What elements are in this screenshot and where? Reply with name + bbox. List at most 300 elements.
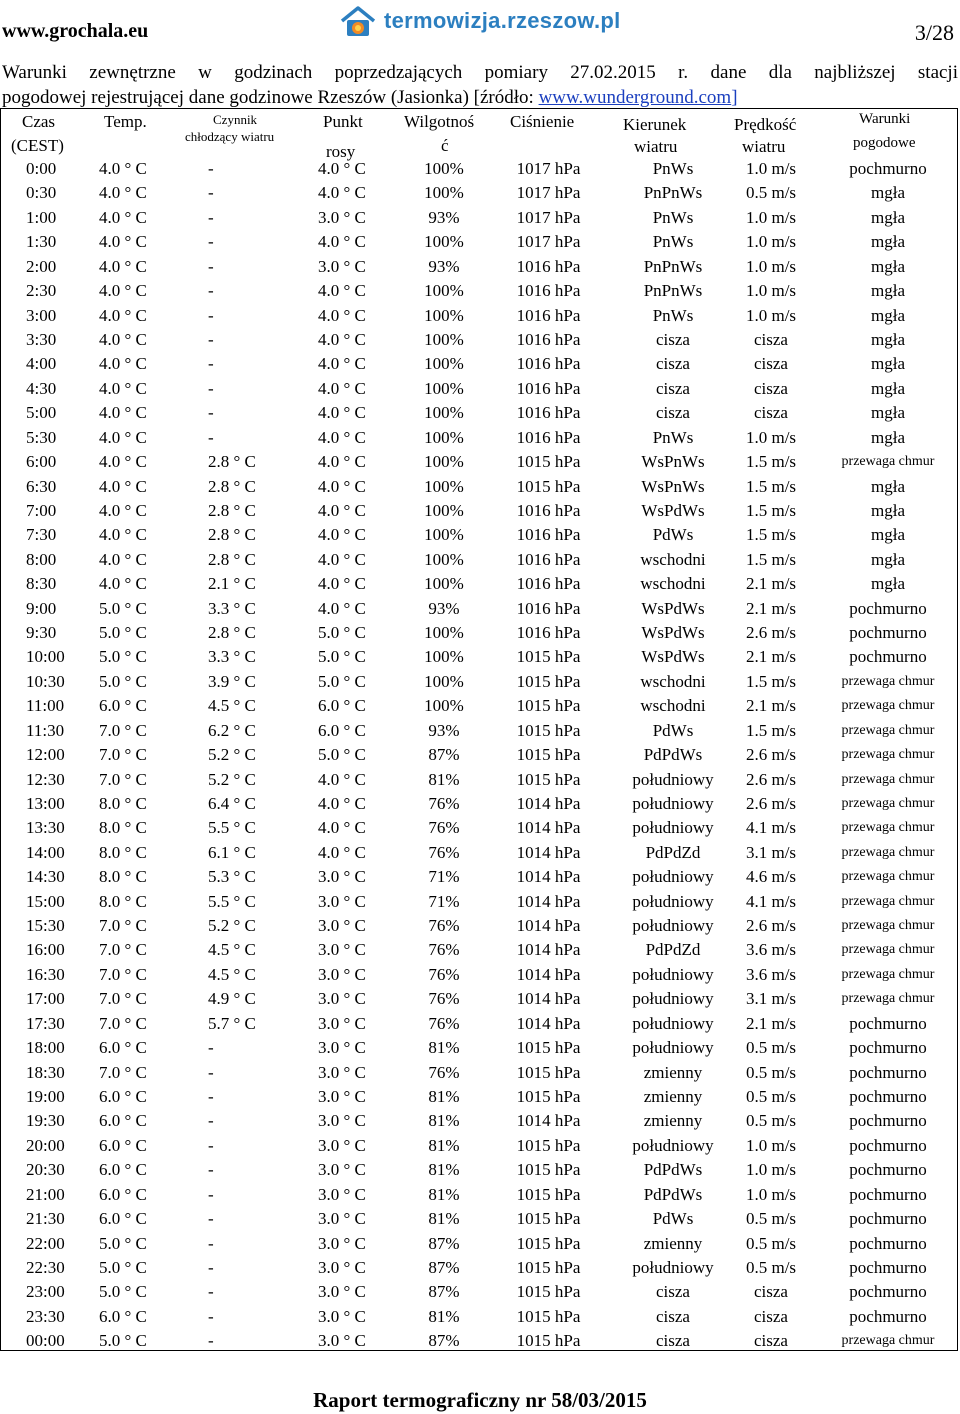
cell-pressure: 1016 hPa (516, 256, 581, 276)
table-row (1, 670, 959, 694)
cell-dew-point: 5.0 ° C (318, 671, 366, 691)
cell-dew-point: 3.0 ° C (318, 1184, 366, 1204)
cell-humidity: 87% (428, 1282, 460, 1302)
header-direction-2: wiatru (634, 137, 678, 156)
cell-dew-point: 3.0 ° C (318, 891, 366, 911)
cell-wind-direction: cisza (656, 1331, 690, 1351)
cell-temp: 4.0 ° C (99, 574, 147, 594)
cell-humidity: 81% (428, 1306, 460, 1326)
cell-temp: 4.0 ° C (99, 183, 147, 203)
cell-dew-point: 3.0 ° C (318, 1111, 366, 1131)
cell-time: 8:00 (26, 549, 57, 569)
cell-wind-chill: - (208, 207, 214, 227)
cell-wind-direction: WsPdWs (641, 623, 705, 642)
cell-pressure: 1015 hPa (516, 1038, 581, 1058)
cell-humidity: 93% (428, 256, 460, 276)
cell-wind-chill: 2.8 ° C (208, 476, 256, 496)
table-row (1, 328, 959, 352)
cell-conditions: mgła (871, 354, 905, 374)
cell-time: 9:00 (26, 598, 57, 618)
cell-dew-point: 4.0 ° C (318, 598, 366, 618)
cell-wind-speed: cisza (754, 403, 788, 423)
table-row (1, 743, 959, 767)
table-row (1, 572, 959, 596)
cell-conditions: przewaga chmur (841, 673, 935, 689)
cell-wind-chill: - (208, 403, 214, 423)
cell-pressure: 1015 hPa (516, 647, 581, 667)
table-row (1, 377, 959, 401)
cell-dew-point: 4.0 ° C (318, 500, 366, 520)
cell-time: 16:00 (26, 940, 65, 960)
table-row (1, 499, 959, 523)
table-row (1, 1134, 959, 1158)
cell-wind-speed: 0.5 m/s (745, 1087, 797, 1106)
source-link[interactable]: www.wunderground.com (538, 87, 732, 108)
cell-conditions: pochmurno (849, 1184, 927, 1204)
cell-pressure: 1017 hPa (516, 232, 581, 252)
cell-pressure: 1016 hPa (516, 500, 581, 520)
cell-time: 2:30 (26, 281, 57, 301)
cell-temp: 4.0 ° C (99, 329, 147, 349)
cell-dew-point: 4.0 ° C (318, 842, 366, 862)
cell-wind-speed: 2.1 m/s (745, 647, 797, 667)
cell-pressure: 1016 hPa (516, 598, 581, 618)
cell-time: 22:30 (26, 1257, 65, 1277)
cell-temp: 8.0 ° C (99, 793, 147, 813)
cell-conditions: przewaga chmur (841, 698, 935, 714)
cell-humidity: 100% (424, 354, 464, 374)
cell-time: 4:00 (26, 354, 57, 374)
cell-time: 1:30 (26, 232, 57, 252)
cell-wind-speed: 0.5 m/s (745, 1209, 797, 1229)
cell-temp: 4.0 ° C (99, 452, 147, 471)
table-row (1, 1158, 959, 1182)
cell-wind-chill: 6.2 ° C (208, 720, 256, 740)
cell-pressure: 1015 hPa (516, 1306, 581, 1326)
cell-conditions: pochmurno (849, 1209, 927, 1229)
cell-pressure: 1015 hPa (516, 1087, 581, 1106)
header-temp: Temp. (104, 112, 147, 131)
page-number: 3/28 (914, 20, 954, 45)
cell-wind-direction: wschodni (640, 696, 706, 716)
cell-wind-chill: 5.3 ° C (208, 867, 256, 887)
cell-time: 2:00 (26, 256, 57, 276)
cell-time: 10:00 (26, 647, 65, 667)
cell-wind-speed: 1.0 m/s (745, 281, 797, 301)
cell-temp: 5.0 ° C (99, 671, 147, 691)
cell-pressure: 1014 hPa (516, 916, 581, 935)
cell-conditions: mgła (871, 574, 905, 594)
table-row (1, 914, 959, 938)
cell-pressure: 1014 hPa (516, 867, 581, 887)
cell-temp: 6.0 ° C (99, 1184, 147, 1204)
cell-time: 5:00 (26, 403, 57, 423)
table-row (1, 719, 959, 743)
cell-time: 15:30 (26, 916, 65, 935)
cell-pressure: 1014 hPa (516, 964, 581, 984)
cell-wind-chill: - (208, 354, 214, 374)
cell-wind-chill: - (208, 159, 214, 178)
cell-wind-speed: 2.1 m/s (745, 574, 797, 594)
cell-pressure: 1015 hPa (516, 1135, 581, 1155)
header-czas: Czas (22, 112, 56, 131)
cell-time: 12:00 (26, 745, 65, 765)
cell-wind-direction: cisza (656, 378, 690, 398)
cell-time: 13:30 (26, 818, 65, 838)
cell-wind-chill: - (208, 305, 214, 325)
weather-table (0, 108, 958, 1351)
cell-pressure: 1015 hPa (516, 452, 581, 471)
cell-wind-direction: PdPdZd (645, 940, 701, 960)
cell-wind-chill: - (208, 1209, 214, 1229)
table-row (1, 841, 959, 865)
cell-wind-chill: - (208, 1062, 214, 1082)
cell-wind-chill: - (208, 232, 214, 252)
table-row (1, 206, 959, 230)
cell-wind-direction: PnWs (652, 305, 694, 325)
cell-wind-chill: 6.1 ° C (208, 842, 256, 862)
table-row (1, 255, 959, 279)
cell-wind-speed: 4.1 m/s (745, 891, 797, 911)
cell-time: 6:00 (26, 452, 57, 471)
cell-wind-chill: 3.9 ° C (208, 671, 256, 691)
cell-conditions: przewaga chmur (841, 942, 935, 958)
cell-temp: 4.0 ° C (99, 305, 147, 325)
intro-line-1: Warunki zewnętrzne w godzinach poprzedzających pomiary 27.02.2015 r. dane dla najbliższej stacji (2, 62, 958, 83)
cell-temp: 4.0 ° C (99, 525, 147, 545)
cell-humidity: 76% (428, 940, 460, 960)
cell-wind-speed: cisza (754, 1306, 788, 1326)
cell-dew-point: 4.0 ° C (318, 305, 366, 325)
cell-time: 19:00 (26, 1087, 65, 1106)
cell-dew-point: 3.0 ° C (318, 867, 366, 887)
cell-wind-direction: PdWs (652, 525, 694, 545)
cell-wind-chill: - (208, 1111, 214, 1131)
cell-wind-chill: 4.5 ° C (208, 696, 256, 716)
cell-humidity: 81% (428, 1184, 460, 1204)
cell-time: 3:30 (26, 329, 57, 349)
cell-wind-speed: 2.6 m/s (745, 623, 797, 642)
cell-humidity: 100% (424, 671, 464, 691)
cell-wind-speed: 2.6 m/s (745, 745, 797, 765)
table-row (1, 792, 959, 816)
table-row (1, 304, 959, 328)
table-row (1, 1109, 959, 1133)
cell-conditions: pochmurno (849, 1111, 927, 1131)
cell-temp: 8.0 ° C (99, 842, 147, 862)
cell-dew-point: 3.0 ° C (318, 1135, 366, 1155)
cell-dew-point: 3.0 ° C (318, 964, 366, 984)
cell-temp: 4.0 ° C (99, 281, 147, 301)
intro-text (2, 60, 958, 110)
cell-wind-chill: - (208, 1257, 214, 1277)
cell-pressure: 1015 hPa (516, 1184, 581, 1204)
cell-dew-point: 4.0 ° C (318, 281, 366, 301)
cell-dew-point: 4.0 ° C (318, 549, 366, 569)
cell-wind-speed: 1.5 m/s (745, 720, 797, 740)
cell-time: 1:00 (26, 207, 57, 227)
cell-conditions: pochmurno (849, 159, 927, 178)
cell-conditions: pochmurno (849, 1306, 927, 1326)
cell-time: 6:30 (26, 476, 57, 496)
header-conditions-1: Warunki (859, 111, 911, 127)
cell-temp: 7.0 ° C (99, 769, 147, 789)
cell-pressure: 1016 hPa (516, 329, 581, 349)
cell-temp: 5.0 ° C (99, 1282, 147, 1302)
cell-dew-point: 3.0 ° C (318, 1062, 366, 1082)
cell-humidity: 100% (424, 183, 464, 203)
cell-wind-chill: 2.8 ° C (208, 549, 256, 569)
cell-pressure: 1015 hPa (516, 1282, 581, 1302)
cell-wind-chill: - (208, 1306, 214, 1326)
cell-wind-direction: WsPdWs (641, 500, 705, 520)
cell-humidity: 100% (424, 378, 464, 398)
cell-wind-chill: 2.8 ° C (208, 623, 256, 642)
cell-conditions: przewaga chmur (841, 966, 935, 982)
cell-wind-direction: południowy (632, 1038, 714, 1058)
cell-conditions: przewaga chmur (841, 747, 935, 763)
cell-temp: 8.0 ° C (99, 818, 147, 838)
cell-wind-speed: cisza (754, 354, 788, 374)
table-row (1, 523, 959, 547)
cell-pressure: 1016 hPa (516, 354, 581, 374)
cell-temp: 4.0 ° C (99, 207, 147, 227)
cell-dew-point: 5.0 ° C (318, 623, 366, 642)
cell-humidity: 81% (428, 769, 460, 789)
cell-wind-chill: - (208, 1160, 214, 1180)
cell-wind-chill: 6.4 ° C (208, 793, 256, 813)
cell-pressure: 1014 hPa (516, 989, 581, 1009)
cell-wind-direction: PnWs (652, 427, 694, 447)
cell-wind-speed: 1.0 m/s (745, 232, 797, 252)
cell-dew-point: 4.0 ° C (318, 525, 366, 545)
cell-conditions: mgła (871, 183, 905, 203)
cell-wind-chill: - (208, 183, 214, 203)
cell-wind-direction: południowy (632, 1135, 714, 1155)
cell-wind-speed: 2.6 m/s (745, 916, 797, 935)
table-row (1, 987, 959, 1011)
cell-time: 4:30 (26, 378, 57, 398)
table-row (1, 1280, 959, 1304)
header-cest: (CEST) (11, 136, 64, 155)
cell-humidity: 81% (428, 1087, 460, 1106)
cell-humidity: 76% (428, 1062, 460, 1082)
cell-time: 11:00 (26, 696, 65, 716)
cell-temp: 7.0 ° C (99, 720, 147, 740)
cell-temp: 6.0 ° C (99, 696, 147, 716)
cell-conditions: mgła (871, 500, 905, 520)
cell-wind-chill: - (208, 427, 214, 447)
cell-wind-speed: 1.0 m/s (745, 159, 797, 178)
cell-temp: 4.0 ° C (99, 256, 147, 276)
cell-dew-point: 4.0 ° C (318, 183, 366, 203)
cell-pressure: 1015 hPa (516, 1062, 581, 1082)
cell-time: 20:00 (26, 1135, 65, 1155)
cell-wind-speed: 4.1 m/s (745, 818, 797, 838)
cell-wind-chill: - (208, 378, 214, 398)
cell-temp: 7.0 ° C (99, 745, 147, 765)
cell-wind-chill: 4.5 ° C (208, 940, 256, 960)
cell-wind-speed: 3.1 m/s (745, 842, 797, 862)
cell-humidity: 93% (428, 720, 460, 740)
table-row (1, 426, 959, 450)
cell-temp: 4.0 ° C (99, 549, 147, 569)
cell-temp: 4.0 ° C (99, 354, 147, 374)
cell-pressure: 1016 hPa (516, 549, 581, 569)
cell-wind-speed: 2.1 m/s (745, 1013, 797, 1033)
cell-conditions: przewaga chmur (841, 771, 935, 787)
cell-time: 18:00 (26, 1038, 65, 1058)
cell-temp: 6.0 ° C (99, 1306, 147, 1326)
cell-wind-speed: 1.0 m/s (745, 207, 797, 227)
cell-wind-speed: 0.5 m/s (745, 1038, 797, 1058)
cell-humidity: 100% (424, 232, 464, 252)
cell-wind-direction: PnPnWs (643, 281, 703, 301)
cell-dew-point: 4.0 ° C (318, 769, 366, 789)
cell-wind-direction: PdPdZd (645, 842, 701, 862)
cell-pressure: 1015 hPa (516, 720, 581, 740)
cell-wind-chill: 5.5 ° C (208, 891, 256, 911)
cell-humidity: 100% (424, 623, 464, 642)
cell-humidity: 100% (424, 329, 464, 349)
cell-pressure: 1014 hPa (516, 1013, 581, 1033)
cell-conditions: przewaga chmur (841, 869, 935, 885)
header-speed-1: Prędkość (734, 115, 797, 134)
cell-wind-speed: 0.5 m/s (745, 183, 797, 203)
cell-temp: 4.0 ° C (99, 427, 147, 447)
cell-wind-chill: - (208, 1087, 214, 1106)
table-row (1, 1207, 959, 1231)
cell-wind-direction: południowy (632, 916, 714, 935)
cell-time: 0:00 (26, 159, 57, 178)
cell-conditions: przewaga chmur (841, 722, 935, 738)
cell-dew-point: 4.0 ° C (318, 452, 366, 471)
cell-time: 12:30 (26, 769, 65, 789)
cell-humidity: 81% (428, 1135, 460, 1155)
cell-wind-speed: 4.6 m/s (745, 867, 797, 887)
cell-wind-speed: 0.5 m/s (745, 1111, 797, 1131)
cell-dew-point: 4.0 ° C (318, 818, 366, 838)
cell-dew-point: 4.0 ° C (318, 354, 366, 374)
cell-temp: 6.0 ° C (99, 1209, 147, 1229)
table-row (1, 475, 959, 499)
cell-humidity: 100% (424, 574, 464, 594)
cell-pressure: 1017 hPa (516, 159, 581, 178)
cell-pressure: 1014 hPa (516, 818, 581, 838)
cell-wind-direction: cisza (656, 1306, 690, 1326)
cell-wind-direction: PnWs (652, 207, 694, 227)
cell-dew-point: 4.0 ° C (318, 427, 366, 447)
cell-dew-point: 3.0 ° C (318, 989, 366, 1009)
cell-conditions: mgła (871, 207, 905, 227)
cell-wind-direction: wschodni (640, 549, 706, 569)
cell-dew-point: 3.0 ° C (318, 1013, 366, 1033)
cell-wind-direction: zmienny (643, 1062, 703, 1082)
cell-conditions: pochmurno (849, 1038, 927, 1058)
cell-conditions: pochmurno (849, 1013, 927, 1033)
header-chill-1: Czynnik (213, 112, 258, 127)
cell-humidity: 87% (428, 745, 460, 765)
cell-time: 21:30 (26, 1209, 65, 1229)
table-row (1, 1085, 959, 1109)
cell-wind-chill: 5.5 ° C (208, 818, 256, 838)
cell-time: 10:30 (26, 671, 65, 691)
cell-time: 15:00 (26, 891, 65, 911)
cell-humidity: 87% (428, 1257, 460, 1277)
cell-humidity: 100% (424, 476, 464, 496)
cell-dew-point: 4.0 ° C (318, 232, 366, 252)
cell-time: 20:30 (26, 1160, 65, 1180)
cell-temp: 4.0 ° C (99, 476, 147, 496)
cell-pressure: 1016 hPa (516, 623, 581, 642)
cell-time: 21:00 (26, 1184, 65, 1204)
cell-pressure: 1015 hPa (516, 476, 581, 496)
cell-temp: 5.0 ° C (99, 1257, 147, 1277)
cell-wind-chill: - (208, 281, 214, 301)
cell-conditions: pochmurno (849, 1257, 927, 1277)
cell-temp: 7.0 ° C (99, 1062, 147, 1082)
cell-wind-chill: - (208, 1331, 214, 1351)
header-speed-2: wiatru (742, 137, 786, 156)
cell-wind-direction: południowy (632, 1257, 714, 1277)
cell-wind-chill: - (208, 1282, 214, 1302)
cell-time: 17:30 (26, 1013, 65, 1033)
cell-conditions: mgła (871, 403, 905, 423)
cell-pressure: 1016 hPa (516, 403, 581, 423)
cell-wind-speed: 2.6 m/s (745, 793, 797, 813)
cell-humidity: 87% (428, 1233, 460, 1253)
cell-wind-direction: PdPdWs (643, 1160, 703, 1180)
cell-conditions: pochmurno (849, 1135, 927, 1155)
cell-wind-direction: WsPdWs (641, 598, 705, 618)
cell-wind-speed: 1.0 m/s (745, 1135, 797, 1155)
cell-wind-chill: - (208, 1184, 214, 1204)
table-row (1, 645, 959, 669)
table-row (1, 1036, 959, 1060)
cell-wind-direction: PdWs (652, 720, 694, 740)
cell-wind-chill: 5.2 ° C (208, 916, 256, 935)
cell-time: 11:30 (26, 720, 65, 740)
cell-wind-chill: - (208, 329, 214, 349)
cell-temp: 6.0 ° C (99, 1038, 147, 1058)
cell-humidity: 81% (428, 1209, 460, 1229)
table-row (1, 1183, 959, 1207)
cell-humidity: 81% (428, 1038, 460, 1058)
cell-humidity: 100% (424, 525, 464, 545)
header-humidity-1: Wilgotnoś (404, 112, 475, 131)
table-row (1, 816, 959, 840)
cell-wind-speed: 1.5 m/s (745, 549, 797, 569)
cell-dew-point: 3.0 ° C (318, 1160, 366, 1180)
cell-conditions: pochmurno (849, 1282, 927, 1302)
cell-pressure: 1015 hPa (516, 1209, 581, 1229)
cell-humidity: 76% (428, 842, 460, 862)
cell-wind-speed: 1.0 m/s (745, 1184, 797, 1204)
table-row (1, 401, 959, 425)
cell-time: 17:00 (26, 989, 65, 1009)
cell-time: 5:30 (26, 427, 57, 447)
cell-conditions: przewaga chmur (841, 1333, 935, 1349)
cell-wind-direction: cisza (656, 403, 690, 423)
cell-time: 7:00 (26, 500, 57, 520)
cell-pressure: 1015 hPa (516, 1331, 581, 1351)
cell-wind-direction: południowy (632, 964, 714, 984)
cell-wind-direction: południowy (632, 891, 714, 911)
cell-dew-point: 3.0 ° C (318, 1282, 366, 1302)
table-row (1, 621, 959, 645)
table-row (1, 938, 959, 962)
cell-temp: 7.0 ° C (99, 916, 147, 935)
